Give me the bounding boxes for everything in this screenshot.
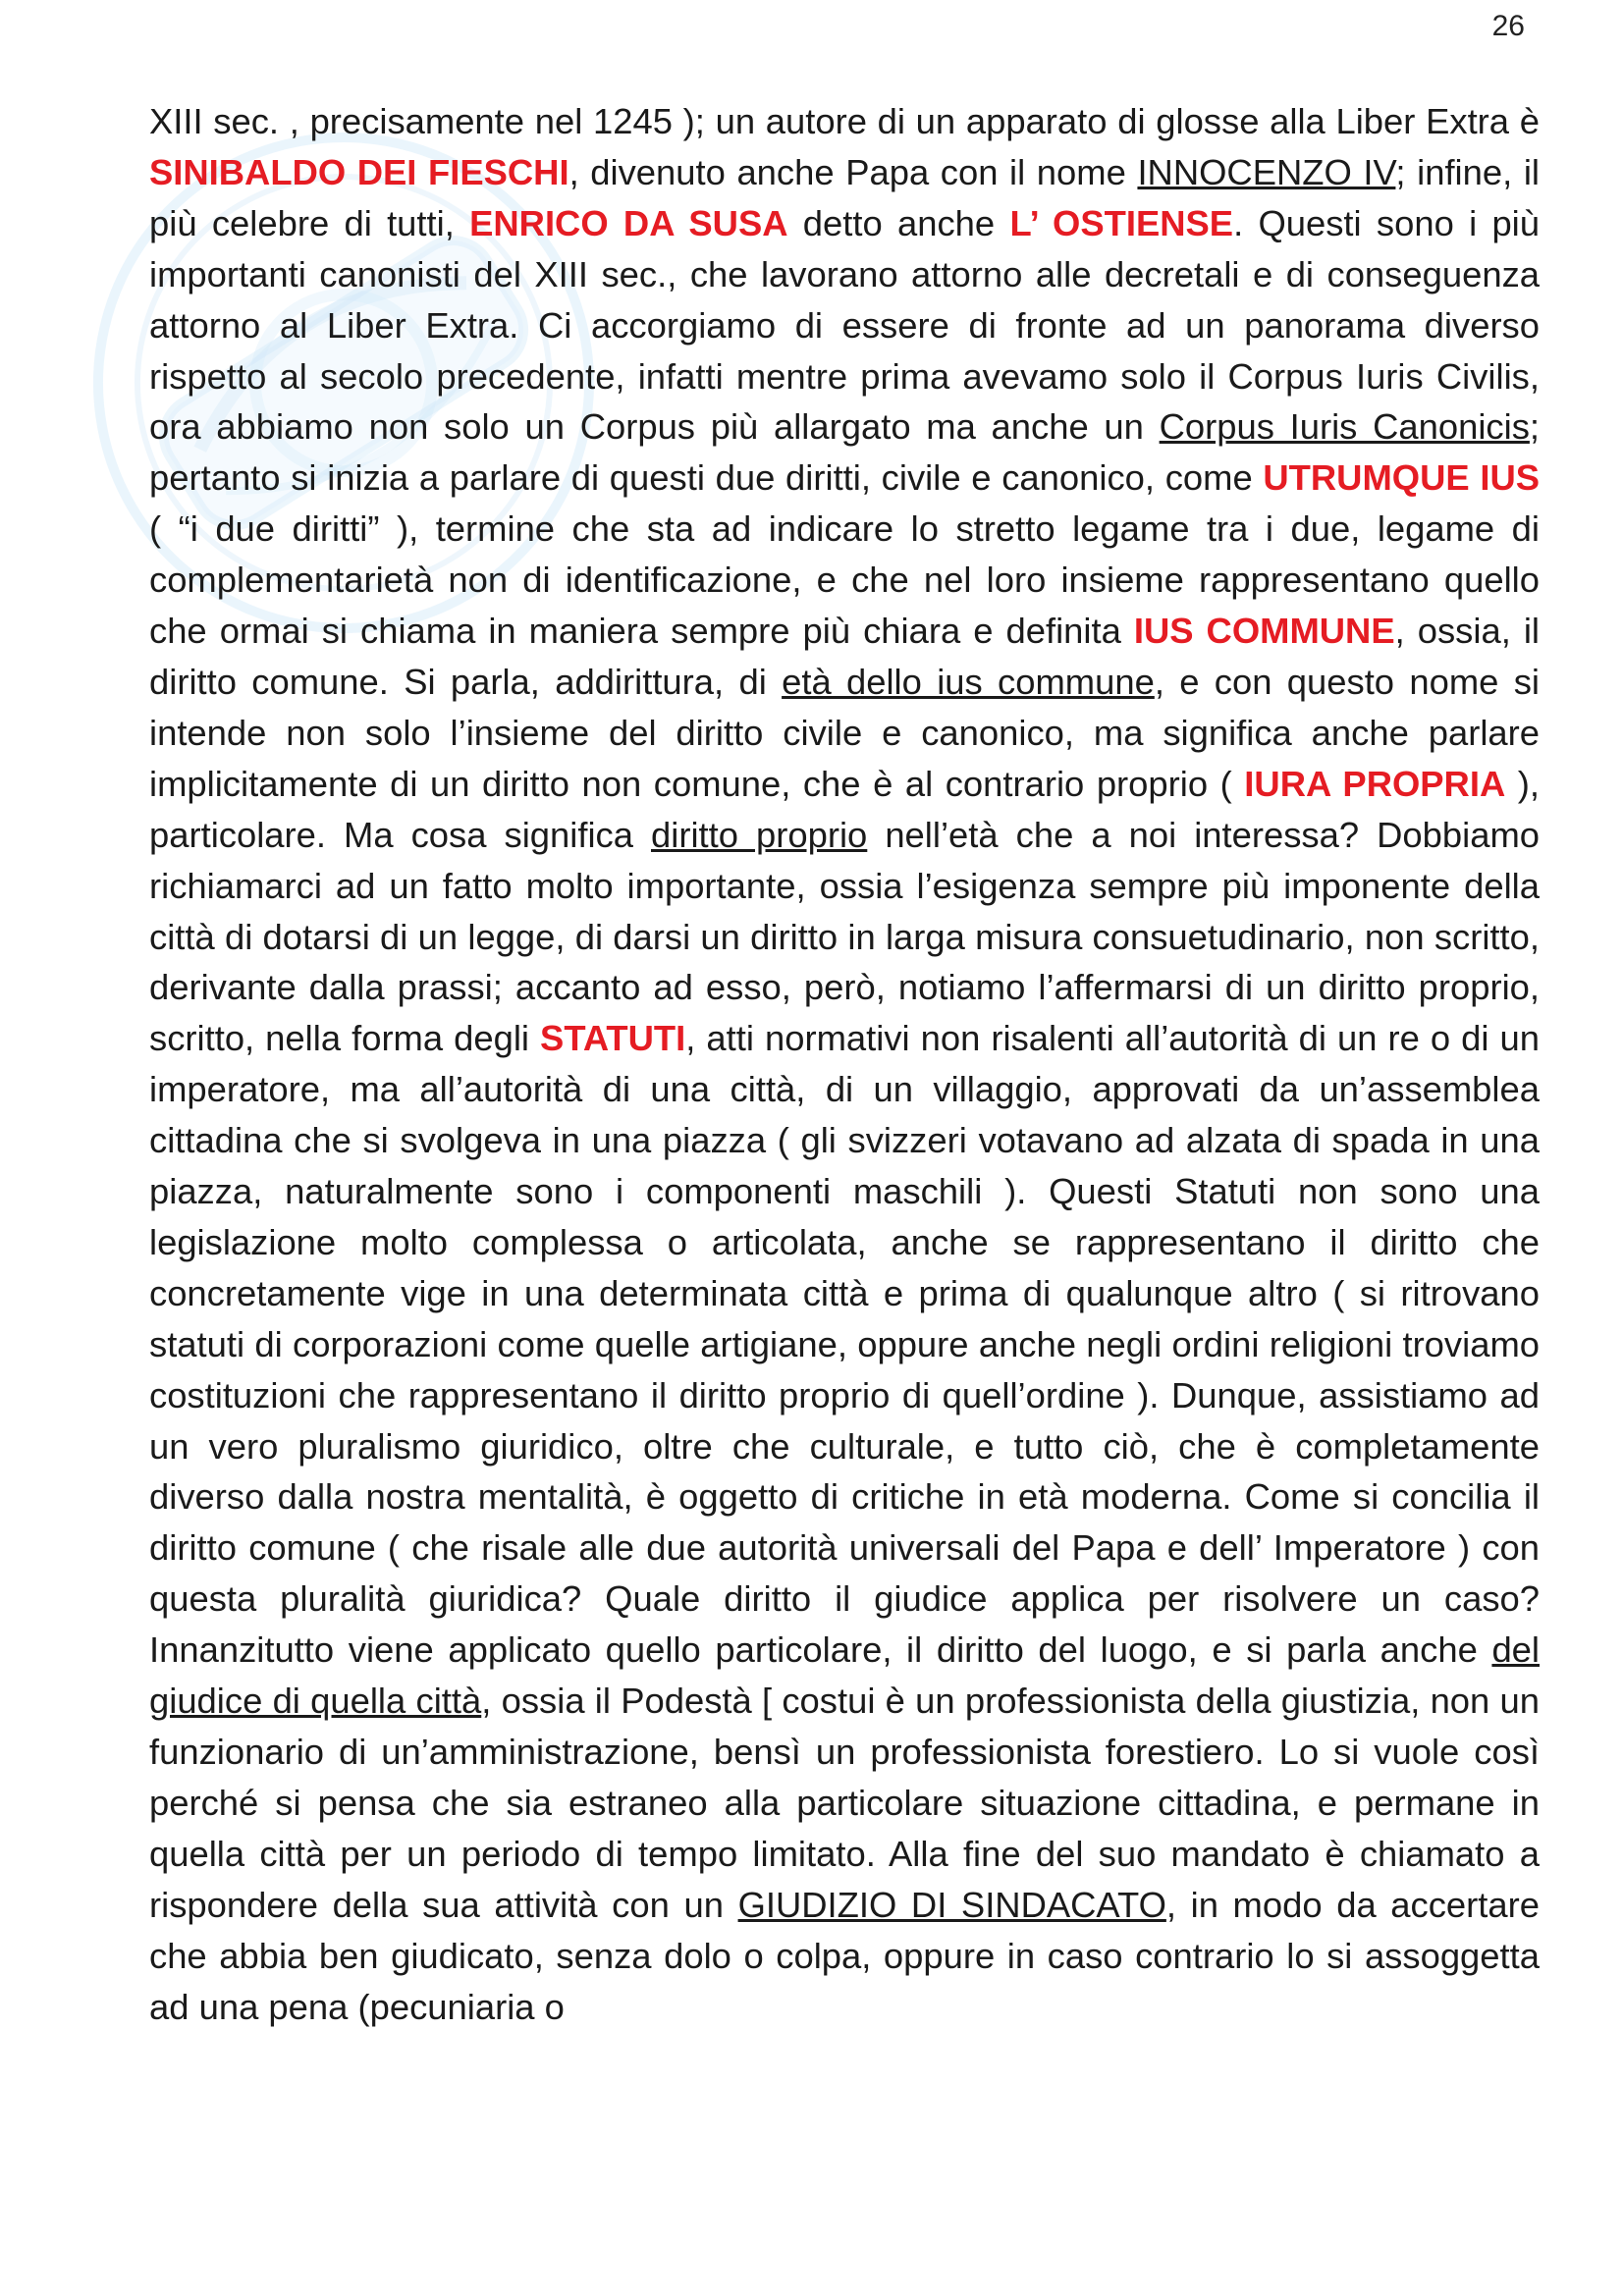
text-run: ), particolare. Ma cosa significa bbox=[149, 763, 1540, 855]
underlined-diritto-proprio: diritto proprio bbox=[651, 814, 868, 855]
text-run: XIII sec. , precisamente nel 1245 ); un autore di un apparato di glosse alla Liber Extra è bbox=[149, 101, 1540, 141]
keyword-utrumque-ius: UTRUMQUE IUS bbox=[1263, 457, 1540, 499]
text-run: , divenuto anche Papa con il nome bbox=[568, 151, 1138, 192]
text-run: detto anche bbox=[787, 202, 1010, 243]
text-run: ( “i due diritti” ), termine che sta ad indicare lo stretto legame tra i due, legame di complementarietà non di identificazione, e che nel loro insieme rappresentano quello che ormai si chiama in maniera sempre più chiara e definita bbox=[149, 508, 1540, 652]
text-run: , in modo da accertare che abbia ben giudicato, senza dolo o colpa, oppure in caso contrario lo si assoggetta ad una pena (pecuniaria o bbox=[149, 1884, 1540, 2027]
keyword-sinibaldo-dei-fieschi: SINIBALDO DEI FIESCHI bbox=[149, 151, 569, 192]
underlined-innocenzo-iv: INNOCENZO IV bbox=[1137, 151, 1396, 192]
keyword-ostiense: L’ OSTIENSE bbox=[1009, 202, 1234, 243]
page-number: 26 bbox=[1491, 10, 1525, 42]
keyword-iura-propria: IURA PROPRIA bbox=[1244, 763, 1506, 804]
document-body bbox=[149, 96, 1540, 2032]
text-run: . Questi sono i più importanti canonisti del XIII sec., che lavorano attorno alle decretali e di conseguenza attorno al Liber Extra. Ci accorgiamo di essere di fronte ad un panorama diverso rispetto al secolo precedente, infatti mentre prima avevamo solo il Corpus Iuris Civilis, ora abbiamo non solo un Corpus più allargato ma anche un bbox=[149, 202, 1541, 448]
text-run: nell’età che a noi interessa? Dobbiamo richiamarci ad un fatto molto importante, ossia l’esigenza sempre più imponente della città di dotarsi di un legge, di darsi un diritto in larga misura consuetudinario, non scritto, derivante dalla prassi; accanto ad esso, però, notiamo l’affermarsi di un diritto proprio, scritto, nella forma degli bbox=[149, 814, 1540, 1059]
text-run: , ossia, il diritto comune. Si parla, addirittura, di bbox=[149, 611, 1540, 702]
keyword-ius-commune: IUS COMMUNE bbox=[1133, 611, 1395, 652]
body-paragraph bbox=[149, 96, 1540, 2032]
underlined-corpus-iuris-canonicis: Corpus Iuris Canonicis bbox=[1159, 406, 1530, 448]
text-run: , e con questo nome si intende non solo l’insieme del diritto civile e canonico, ma significa anche parlare implicitamente di un diritto non comune, che è al contrario proprio ( bbox=[149, 661, 1540, 804]
keyword-enrico-da-susa: ENRICO DA SUSA bbox=[469, 202, 788, 243]
text-run: ; infine, il più celebre di tutti, bbox=[149, 151, 1540, 243]
keyword-statuti: STATUTI bbox=[540, 1018, 686, 1059]
text-run: , ossia il Podestà [ costui è un professionista della giustizia, non un funzionario di un’amministrazione, bensì un professionista forestiero. Lo si vuole così perché si pensa che sia estraneo alla particolare situazione cittadina, e permane in quella città per un periodo di tempo limitato. Alla fine del suo mandato è chiamato a rispondere della sua attività con un bbox=[149, 1681, 1541, 1925]
underlined-del-giudice-di-quella-citta: del giudice di quella città bbox=[149, 1629, 1540, 1722]
underlined-giudizio-di-sindacato: GIUDIZIO DI SINDACATO bbox=[737, 1884, 1166, 1925]
underlined-eta-dello-ius-commune: età dello ius commune bbox=[782, 661, 1155, 702]
text-run: , atti normativi non risalenti all’autorità di un re o di un imperatore, ma all’autorità di una città, di un villaggio, approvati da un’assemblea cittadina che si svolgeva in una piazza ( gli svizzeri votavano ad alzata di spada in una piazza, naturalmente sono i componenti maschili ). Questi Statuti non sono una legislazione molto complessa o articolata, anche se rappresentano il diritto che concretamente vige in una determinata città e prima di qualunque altro ( si ritrovano statuti di corporazioni come quelle artigiane, oppure anche negli ordini religioni troviamo costituzioni che rappresentano il diritto proprio di quell’ordine ). Dunque, assistiamo ad un vero pluralismo giuridico, oltre che culturale, e tutto ciò, che è completamente diverso dalla nostra mentalità, è oggetto di critiche in età moderna. Come si concilia il diritto comune ( che risale alle due autorità universali del Papa e dell’ Imperatore ) con questa pluralità giuridica? Quale diritto il giudice applica per risolvere un caso? Innanzitutto viene applicato quello particolare, il diritto del luogo, e si parla anche bbox=[149, 1018, 1540, 1671]
text-run: ; pertanto si inizia a parlare di questi due diritti, civile e canonico, come bbox=[149, 406, 1541, 499]
